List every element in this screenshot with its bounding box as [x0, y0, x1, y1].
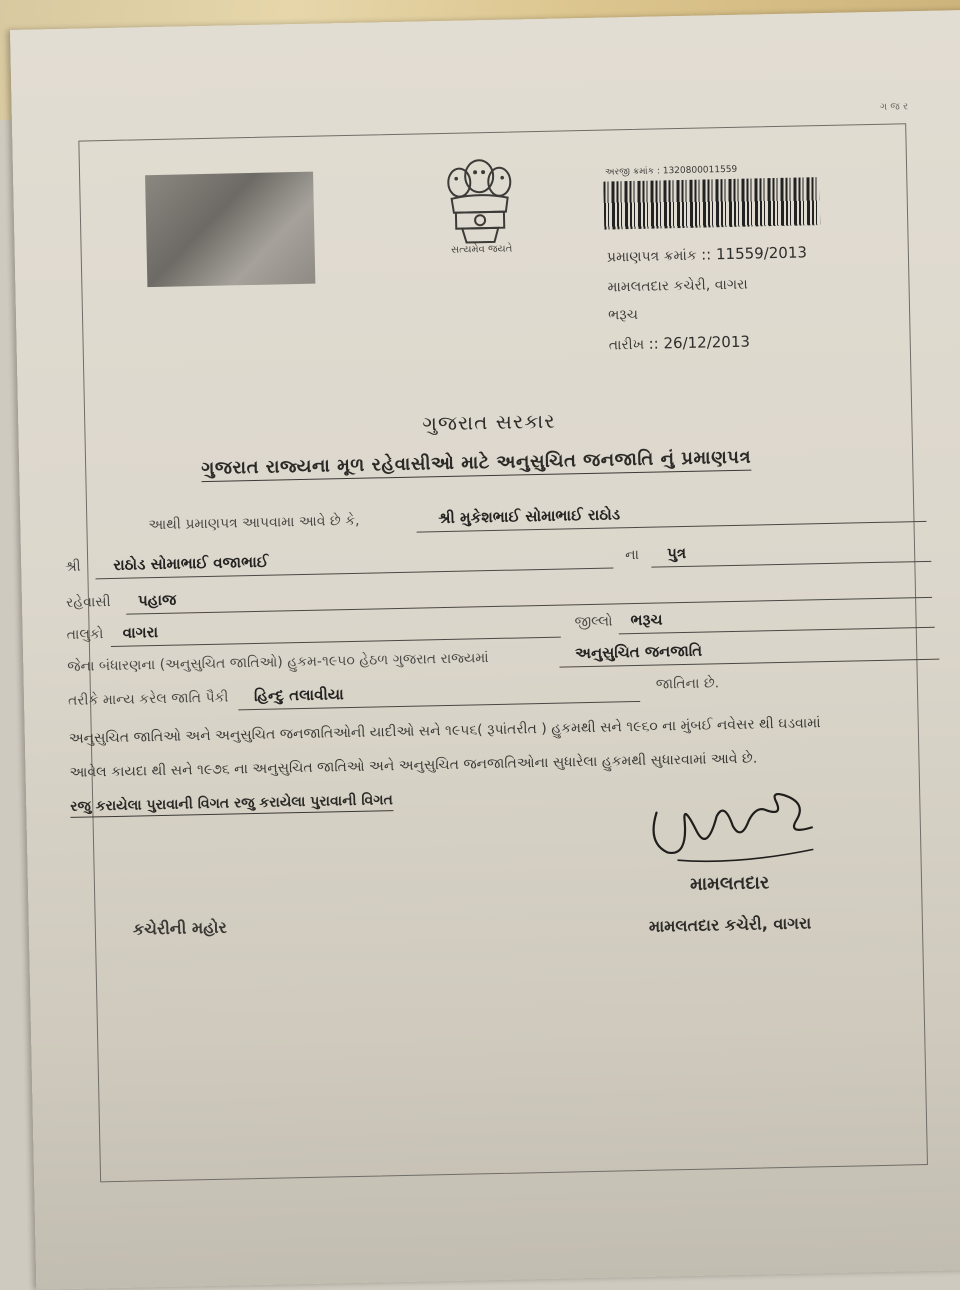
category: અનુસુચિત જનજાતિ: [574, 641, 703, 663]
paragraph-line-2: આવેલ કાયદા થી સને ૧૯૭૬ ના અનુસુચિત જાતિઓ અને અનુસુચિત જનજાતિઓના સુધારેલા હુકમથી સુધારવામાં આવે છે.: [69, 750, 758, 781]
barcode: [603, 177, 820, 230]
district-label: જીલ્લો: [574, 613, 613, 631]
date-label: તારીખ: [608, 336, 645, 354]
father-name: રાઠોડ સોમાભાઈ વજાભાઈ: [113, 552, 269, 574]
certificate-sheet: [10, 10, 960, 1290]
office-line: મામલતદાર કચેરી, વાગરા: [607, 276, 748, 296]
certificate-date: :: 26/12/2013: [648, 332, 751, 353]
holder-photo: [145, 172, 315, 287]
barcode-number: અરજી ક્રમાંક : 1320800011559: [605, 164, 738, 178]
evidence-details: રજુ કરાયેલા પુરાવાની વિગત રજુ કરાયેલા પુરાવાની વિગત: [70, 792, 393, 818]
emblem-motto: સત્યમેવ જયતે: [450, 243, 513, 256]
taluka-label: તાલુકો: [66, 626, 104, 643]
district: ભરૂચ: [630, 610, 663, 630]
paragraph-line-1: અનુસુચિત જાતિઓ અને અનુસુચિત જનજાતિઓની યાદીઓ સને ૧૯૫૬( રૂપાંતરીત ) હુકમથી સને ૧૯૬૦ ના મુંબઈ નવેસર થી ઘડવામાં: [68, 715, 821, 747]
na-label: ના: [624, 546, 640, 564]
corner-mark: ગ જ ર: [879, 101, 909, 113]
office-seal-label: કચેરીની મહોર: [132, 917, 228, 939]
holder-name: શ્રી મુકેશભાઈ સોમાભાઈ રાઠોડ: [438, 505, 621, 528]
resident-label: રહેવાસી: [65, 594, 111, 611]
caste-suffix: જાતિના છે.: [655, 675, 720, 693]
issued-label: આથી પ્રમાણપત્ર આપવામા આવે છે કે,: [148, 512, 360, 534]
certificate-number-label: પ્રમાણપત્ર ક્રમાંક: [606, 247, 697, 266]
village: પહાજ: [137, 590, 177, 610]
certificate-number: :: 11559/2013: [700, 243, 808, 264]
recognized-label: તરીકે માન્ય કરેલ જાતિ પૈકી: [67, 689, 229, 709]
officer-title: મામલતદાર: [689, 872, 770, 895]
national-emblem-icon: [431, 147, 529, 251]
taluka: વાગરા: [122, 623, 159, 642]
caste: હિન્દુ તલાવીયા: [253, 685, 344, 706]
relation: પુત્ર: [666, 543, 687, 563]
date-line: [609, 333, 751, 354]
district-line: ભરૂચ: [607, 306, 639, 324]
government-heading: ગુજરાત સરકાર: [422, 408, 556, 436]
officer-office: મામલતદાર કચેરી, વાગરા: [648, 913, 812, 936]
certificate-title: ગુજરાત રાજ્યના મૂળ રહેવાસીઓ માટે અનુસુચિત જનજાતિ નું પ્રમાણપત્ર: [201, 447, 751, 483]
constitution-label: જેના બંધારણના (અનુસુચિત જાતિઓ) હુકમ-૧૯૫૦ હેઠળ ગુજરાત રાજ્યમાં: [67, 650, 489, 675]
officer-signature: [636, 779, 828, 873]
shri-label: શ્રી: [65, 558, 81, 575]
